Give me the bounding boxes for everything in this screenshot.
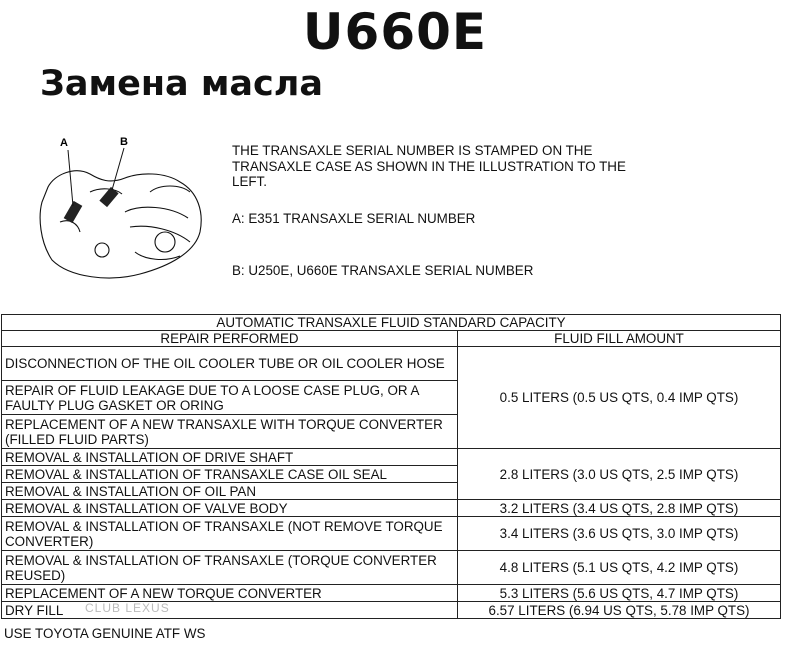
fill-amount: 5.3 LITERS (5.6 US QTS, 4.7 IMP QTS) bbox=[458, 585, 781, 602]
illustration-label-b: B bbox=[120, 136, 128, 148]
header-repair-performed: REPAIR PERFORMED bbox=[2, 331, 458, 347]
table-row: REPAIR OF FLUID LEAKAGE DUE TO A LOOSE CASE PLUG, OR A FAULTY PLUG GASKET OR ORING bbox=[2, 381, 458, 415]
table-row: REMOVAL & INSTALLATION OF TRANSAXLE (NOT REMOVE TORQUE CONVERTER) bbox=[2, 517, 458, 551]
watermark-logo bbox=[85, 601, 170, 615]
table-row: REMOVAL & INSTALLATION OF VALVE BODY bbox=[2, 500, 458, 517]
table-row: DISCONNECTION OF THE OIL COOLER TUBE OR OIL COOLER HOSE bbox=[2, 347, 458, 381]
table-row: REMOVAL & INSTALLATION OF TRANSAXLE CASE OIL SEAL bbox=[2, 466, 458, 483]
illustration-label-a: A bbox=[60, 137, 68, 149]
table-row: REMOVAL & INSTALLATION OF DRIVE SHAFT bbox=[2, 449, 458, 466]
transaxle-illustration bbox=[30, 132, 210, 292]
fill-amount: 6.57 LITERS (6.94 US QTS, 5.78 IMP QTS) bbox=[458, 602, 781, 619]
watermark-text: CLUB LEXUS bbox=[85, 601, 170, 615]
description-main: THE TRANSAXLE SERIAL NUMBER IS STAMPED ON THE TRANSAXLE CASE AS SHOWN IN THE ILLUSTRATION TO THE LEFT. bbox=[232, 143, 626, 189]
fill-amount: 2.8 LITERS (3.0 US QTS, 2.5 IMP QTS) bbox=[458, 449, 781, 500]
table-row: REPLACEMENT OF A NEW TRANSAXLE WITH TORQUE CONVERTER (FILLED FLUID PARTS) bbox=[2, 415, 458, 449]
description-item-b: B: U250E, U660E TRANSAXLE SERIAL NUMBER bbox=[232, 263, 534, 278]
fluid-capacity-table bbox=[1, 314, 781, 619]
table-row: REMOVAL & INSTALLATION OF OIL PAN bbox=[2, 483, 458, 500]
fill-amount: 4.8 LITERS (5.1 US QTS, 4.2 IMP QTS) bbox=[458, 551, 781, 585]
footer-note: USE TOYOTA GENUINE ATF WS bbox=[4, 626, 206, 641]
table-caption: AUTOMATIC TRANSAXLE FLUID STANDARD CAPACITY bbox=[2, 315, 781, 331]
description-item-a: A: E351 TRANSAXLE SERIAL NUMBER bbox=[232, 211, 476, 226]
fill-amount: 3.4 LITERS (3.6 US QTS, 3.0 IMP QTS) bbox=[458, 517, 781, 551]
page-subtitle: Замена масла bbox=[40, 64, 324, 104]
table-row: DRY FILL bbox=[2, 602, 458, 619]
fill-amount: 0.5 LITERS (0.5 US QTS, 0.4 IMP QTS) bbox=[458, 347, 781, 449]
fill-amount: 3.2 LITERS (3.4 US QTS, 2.8 IMP QTS) bbox=[458, 500, 781, 517]
serial-number-description bbox=[232, 143, 652, 278]
table-row: REPLACEMENT OF A NEW TORQUE CONVERTER bbox=[2, 585, 458, 602]
table-row: REMOVAL & INSTALLATION OF TRANSAXLE (TORQUE CONVERTER REUSED) bbox=[2, 551, 458, 585]
header-fluid-fill-amount: FLUID FILL AMOUNT bbox=[458, 331, 781, 347]
page-title: U660E bbox=[302, 3, 488, 61]
